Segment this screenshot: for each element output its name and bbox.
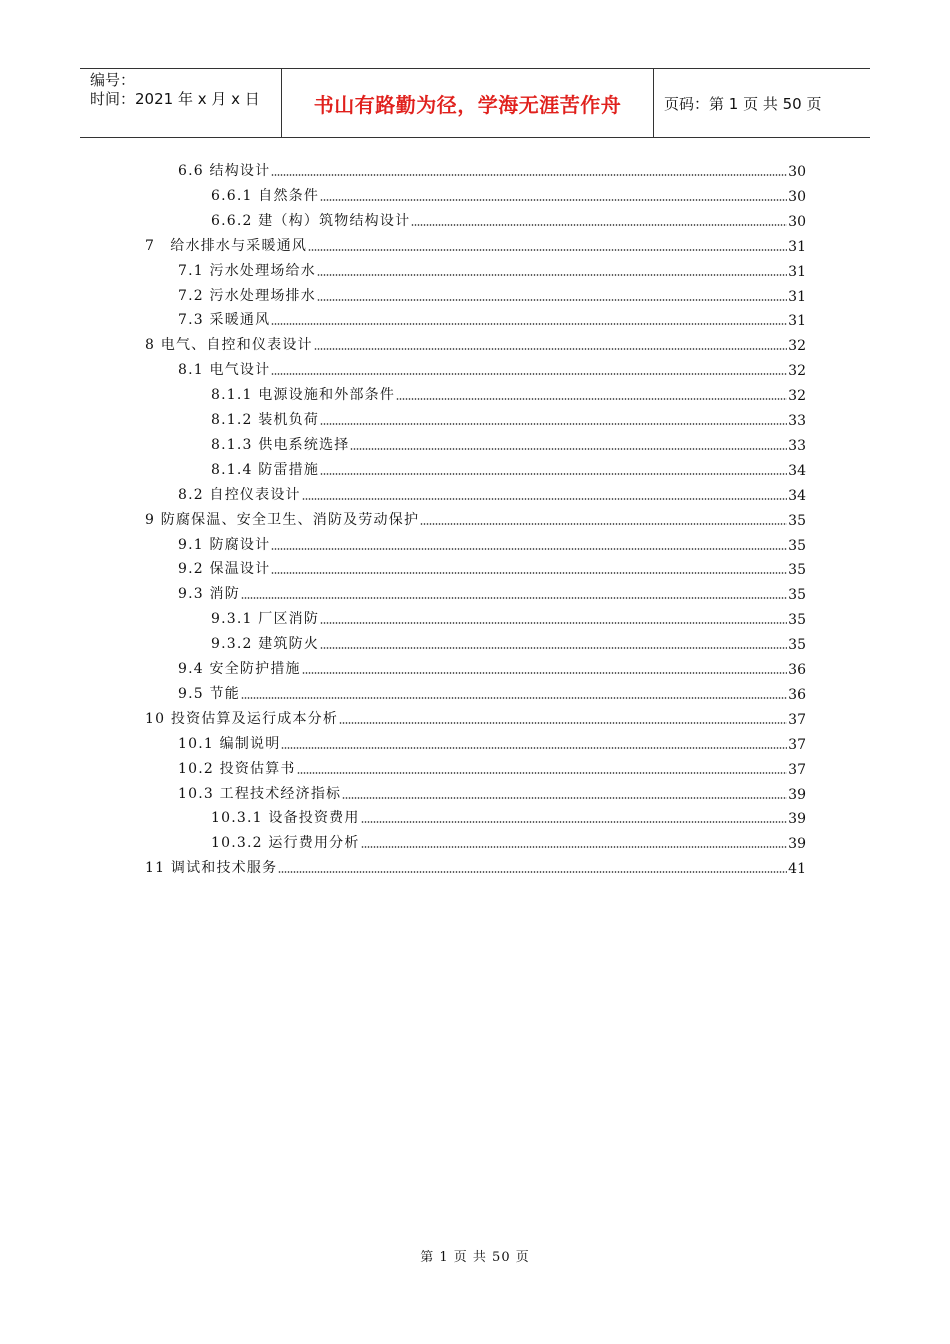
toc-entry-page: 31 [788, 238, 806, 255]
toc-dot-leader [314, 348, 787, 350]
toc-entry[interactable] [211, 183, 806, 205]
toc-entry[interactable] [211, 830, 806, 852]
toc-entry-title: 9.3.2 建筑防火 [211, 636, 320, 653]
toc-dot-leader [411, 224, 787, 226]
toc-entry-page: 30 [788, 164, 806, 180]
toc-entry[interactable] [211, 407, 806, 429]
toc-entry[interactable] [178, 307, 806, 329]
toc-entry-title: 7 给水排水与采暖通风 [145, 237, 308, 254]
toc-entry[interactable] [178, 681, 806, 703]
toc-entry-title: 8.1.1 电源设施和外部条件 [211, 387, 396, 404]
toc-dot-leader [297, 772, 788, 774]
document-number-label: 编号： [90, 71, 136, 89]
toc-entry-title: 10 投资估算及运行成本分析 [145, 710, 339, 727]
toc-entry-page: 39 [788, 811, 806, 828]
toc-dot-leader [361, 846, 788, 848]
toc-entry[interactable] [178, 756, 806, 778]
toc-entry-title: 9 防腐保温、安全卫生、消防及劳动保护 [145, 511, 420, 528]
toc-entry[interactable] [178, 532, 806, 554]
toc-entry-page: 35 [788, 537, 806, 554]
toc-entry[interactable] [178, 158, 806, 180]
toc-entry-title: 9.3 消防 [178, 586, 240, 603]
toc-dot-leader [302, 498, 787, 500]
toc-entry[interactable] [178, 283, 806, 305]
page-header [80, 68, 870, 138]
toc-entry[interactable] [145, 507, 806, 529]
page-footer: 第 1 页 共 50 页 [420, 1250, 530, 1265]
toc-entry-page: 36 [788, 662, 806, 678]
header-motto: 书山有路勤为径，学海无涯苦作舟 [282, 69, 654, 137]
header-meta [80, 69, 282, 137]
toc-dot-leader [271, 373, 787, 375]
toc-entry-title: 8.1 电气设计 [178, 362, 271, 379]
toc-entry-title: 9.4 安全防护措施 [178, 661, 301, 677]
toc-dot-leader [339, 722, 787, 724]
toc-dot-leader [320, 647, 787, 649]
toc-dot-leader [271, 572, 787, 574]
header-page-info: 页码：第 1 页 共 50 页 [664, 94, 822, 113]
toc-entry[interactable] [145, 706, 806, 728]
toc-entry-page: 33 [788, 437, 806, 454]
toc-entry-title: 10.3.1 设备投资费用 [211, 810, 360, 827]
toc-entry-title: 9.2 保温设计 [178, 561, 271, 578]
toc-entry-title: 8.1.4 防雷措施 [211, 461, 320, 478]
toc-entry-page: 41 [788, 861, 806, 878]
toc-entry-page: 32 [788, 388, 806, 405]
toc-entry-title: 6.6 结构设计 [178, 163, 271, 179]
toc-dot-leader [320, 473, 787, 475]
toc-dot-leader [302, 672, 787, 674]
toc-dot-leader [317, 274, 787, 276]
toc-entry[interactable] [178, 656, 806, 678]
toc-entry-page: 31 [788, 313, 806, 330]
toc-entry-page: 35 [788, 637, 806, 654]
toc-entry-page: 33 [788, 413, 806, 429]
toc-entry[interactable] [178, 581, 806, 603]
toc-dot-leader [320, 199, 787, 201]
toc-entry-page: 32 [788, 363, 806, 380]
toc-entry-page: 30 [788, 188, 806, 205]
toc-entry-page: 39 [788, 836, 806, 853]
document-time-label: 时间：2021 年 x 月 x 日 [90, 90, 260, 108]
toc-entry-page: 37 [788, 761, 806, 778]
toc-entry-title: 9.3.1 厂区消防 [211, 611, 320, 628]
toc-dot-leader [271, 548, 787, 550]
toc-entry[interactable] [178, 357, 806, 379]
toc-entry[interactable] [178, 781, 806, 803]
toc-dot-leader [420, 523, 787, 525]
toc-entry[interactable] [211, 457, 806, 479]
toc-entry-title: 11 调试和技术服务 [145, 860, 278, 877]
toc-entry-title: 7.2 污水处理场排水 [178, 287, 316, 304]
toc-entry-title: 10.3 工程技术经济指标 [178, 785, 342, 802]
toc-dot-leader [396, 398, 787, 400]
toc-entry[interactable] [145, 332, 806, 354]
toc-entry-page: 37 [788, 736, 806, 753]
toc-entry-title: 9.5 节能 [178, 685, 240, 702]
toc-entry-page: 31 [788, 288, 806, 305]
toc-entry-title: 7.3 采暖通风 [178, 312, 271, 329]
toc-entry-title: 6.6.1 自然条件 [211, 187, 320, 204]
toc-entry[interactable] [211, 805, 806, 827]
toc-entry-page: 35 [788, 612, 806, 629]
toc-entry-title: 7.1 污水处理场给水 [178, 262, 316, 279]
toc-dot-leader [342, 797, 787, 799]
toc-entry-page: 31 [788, 263, 806, 280]
toc-entry-title: 10.3.2 运行费用分析 [211, 835, 360, 852]
toc-entry[interactable] [211, 606, 806, 628]
toc-entry[interactable] [211, 382, 806, 404]
toc-entry[interactable] [178, 258, 806, 280]
toc-dot-leader [320, 423, 787, 425]
toc-dot-leader [317, 299, 787, 301]
toc-dot-leader [241, 697, 787, 699]
toc-dot-leader [308, 249, 787, 251]
toc-entry-title: 8.1.3 供电系统选择 [211, 436, 350, 453]
toc-dot-leader [281, 747, 787, 749]
toc-entry-page: 34 [788, 487, 806, 504]
toc-entry[interactable] [178, 556, 806, 578]
toc-entry[interactable] [145, 233, 806, 255]
toc-entry-title: 6.6.2 建（构）筑物结构设计 [211, 212, 411, 229]
toc-entry-page: 34 [788, 462, 806, 479]
toc-entry-title: 8 电气、自控和仪表设计 [145, 337, 313, 354]
toc-entry-page: 35 [788, 587, 806, 604]
toc-dot-leader [241, 597, 787, 599]
toc-dot-leader [278, 871, 787, 873]
toc-entry[interactable] [211, 432, 806, 454]
toc-entry-page: 36 [788, 686, 806, 703]
toc-entry-title: 10.2 投资估算书 [178, 760, 296, 777]
toc-entry-title: 8.1.2 装机负荷 [211, 412, 320, 428]
toc-entry[interactable] [178, 482, 806, 504]
toc-entry-page: 37 [788, 711, 806, 728]
toc-dot-leader [361, 821, 788, 823]
toc-dot-leader [350, 448, 787, 450]
toc-entry[interactable] [178, 731, 806, 753]
toc-dot-leader [271, 323, 787, 325]
toc-entry-page: 39 [788, 786, 806, 803]
toc-dot-leader [271, 174, 787, 176]
toc-entry[interactable] [145, 855, 806, 877]
toc-entry[interactable] [211, 208, 806, 230]
toc-dot-leader [320, 622, 787, 624]
toc-entry-title: 8.2 自控仪表设计 [178, 486, 301, 503]
toc-entry-page: 35 [788, 562, 806, 579]
toc-entry[interactable] [211, 631, 806, 653]
toc-entry-title: 10.1 编制说明 [178, 735, 281, 752]
toc-entry-page: 35 [788, 512, 806, 529]
toc-entry-title: 9.1 防腐设计 [178, 536, 271, 553]
toc-entry-page: 32 [788, 338, 806, 355]
toc-entry-page: 30 [788, 213, 806, 230]
